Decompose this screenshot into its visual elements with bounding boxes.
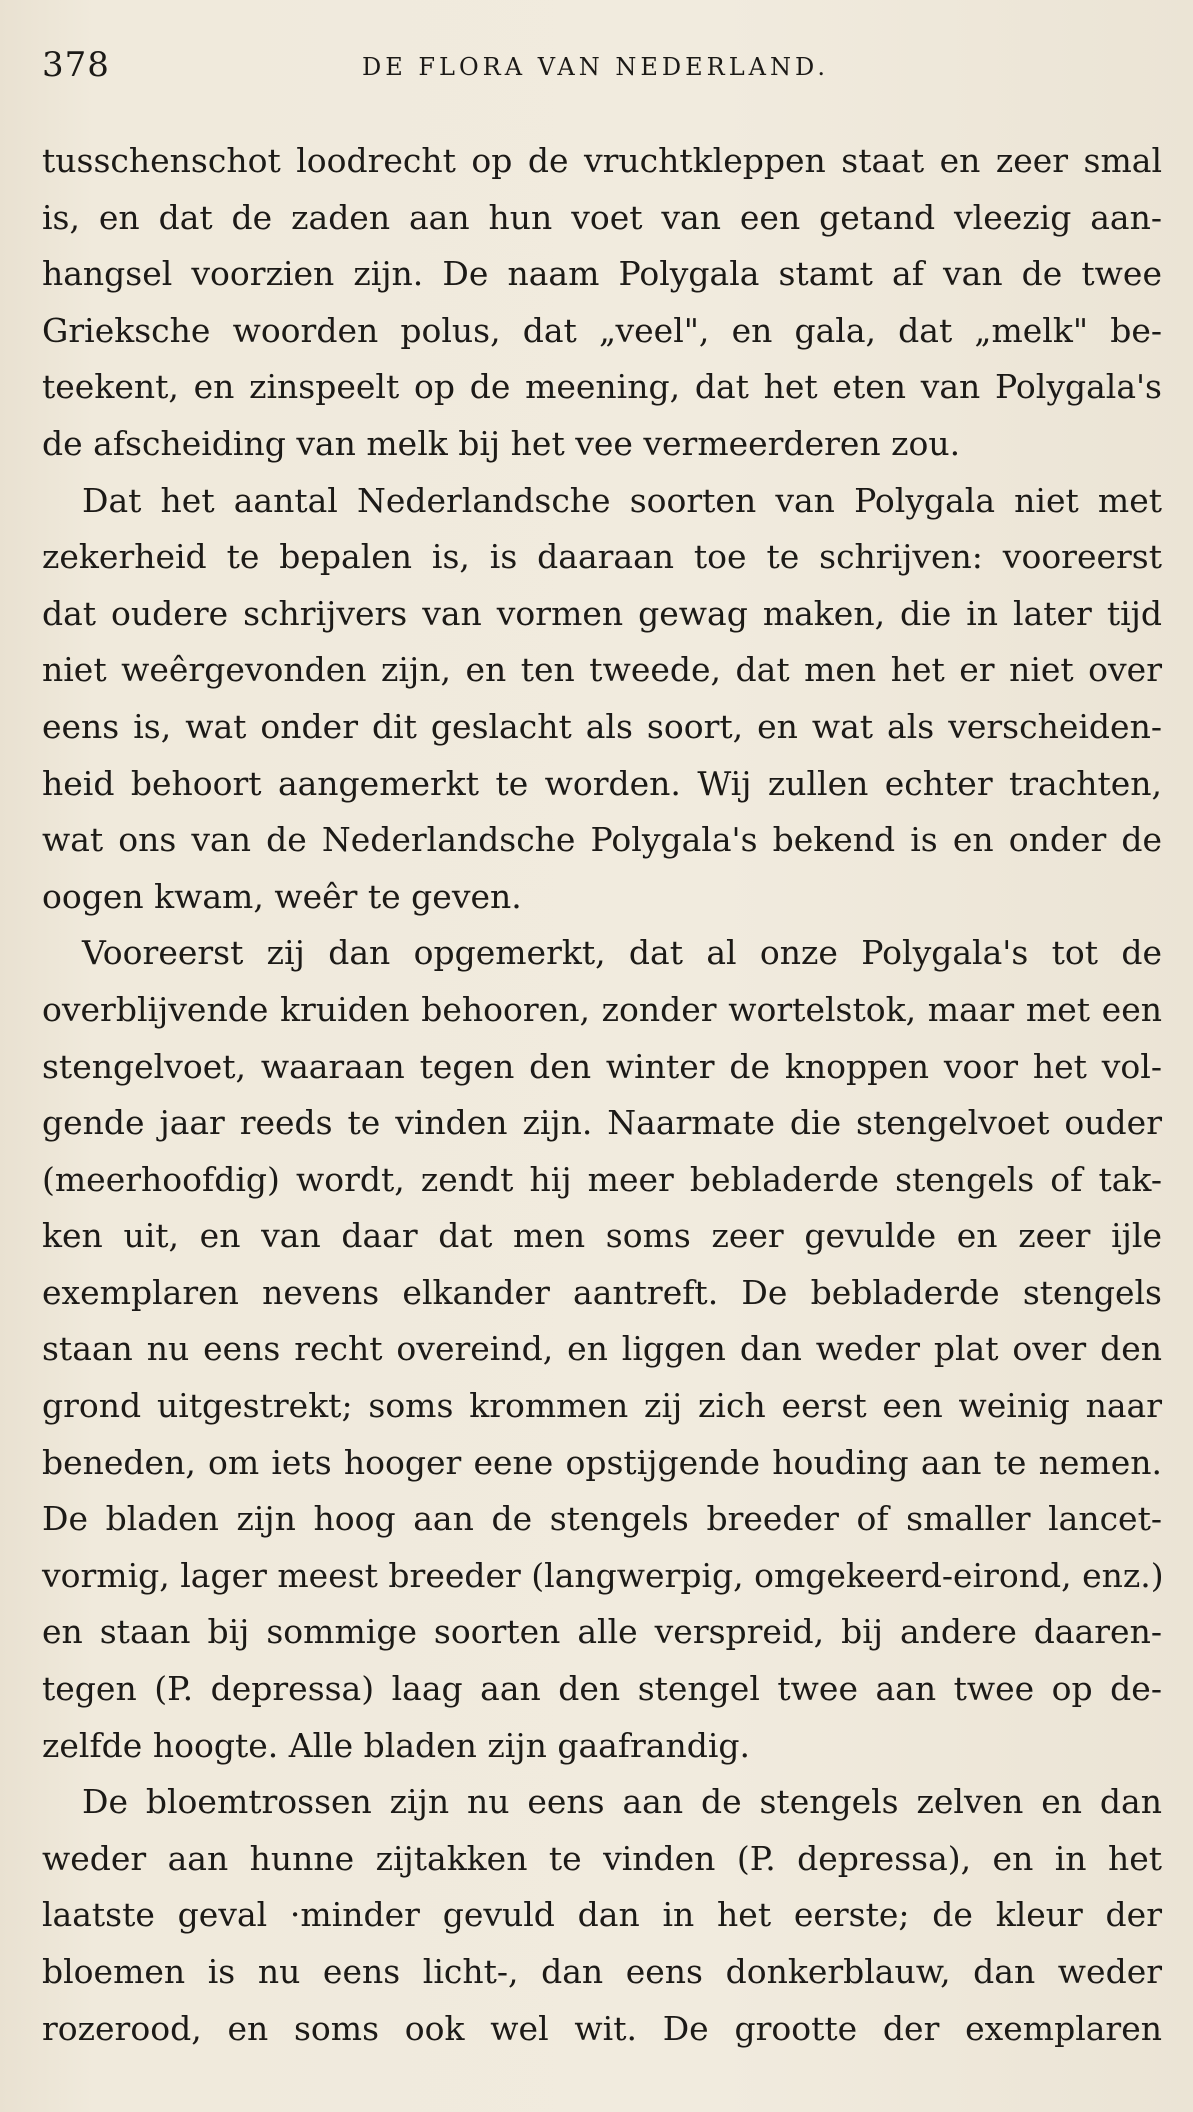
running-head: DE FLORA VAN NEDERLAND. [362, 53, 829, 81]
text-line: overblijvende kruiden behooren, zonder wortelstok, maar met een [42, 989, 1162, 1029]
text-line: niet weêrgevonden zijn, en ten tweede, dat men het er niet over [42, 650, 1162, 690]
text-line: heid behoort aangemerkt te worden. Wij zullen echter trachten, [42, 763, 1162, 803]
text-line: grond uitgestrekt; soms krommen zij zich eerst een weinig naar [42, 1386, 1162, 1426]
text-line: exemplaren nevens elkander aantreft. De bebladerde stengels [42, 1272, 1162, 1312]
text-line: gende jaar reeds te vinden zijn. Naarmate die stengelvoet ouder [42, 1103, 1162, 1143]
page-body [42, 133, 1162, 2057]
text-line: De bladen zijn hoog aan de stengels breeder of smaller lancet- [42, 1499, 1162, 1539]
text-line: dat oudere schrijvers van vormen gewag maken, die in later tijd [42, 593, 1162, 633]
text-line: Vooreerst zij dan opgemerkt, dat al onze Polygala's tot de [82, 933, 1162, 973]
page-number: 378 [42, 45, 110, 85]
text-line: De bloemtrossen zijn nu eens aan de stengels zelven en dan [82, 1782, 1162, 1822]
text-line: Dat het aantal Nederlandsche soorten van Polygala niet met [82, 480, 1162, 520]
text-line: de afscheiding van melk bij het vee vermeerderen zou. [42, 423, 961, 463]
text-line: beneden, om iets hooger eene opstijgende houding aan te nemen. [42, 1442, 1162, 1482]
text-line: stengelvoet, waaraan tegen den winter de knoppen voor het vol- [42, 1046, 1162, 1086]
text-line: bloemen is nu eens licht-, dan eens donkerblauw, dan weder [42, 1952, 1162, 1991]
text-line: (meerhoofdig) wordt, zendt hij meer bebladerde stengels of tak- [42, 1159, 1162, 1199]
text-line: eens is, wat onder dit geslacht als soort, en wat als verscheiden- [42, 706, 1162, 746]
text-line: laatste geval ·minder gevuld dan in het eerste; de kleur der [42, 1895, 1162, 1935]
paragraph-1 [42, 133, 1162, 473]
text-line: vormig, lager meest breeder (langwerpig, omgekeerd-eirond, enz.) [42, 1555, 1164, 1595]
text-line: en staan bij sommige soorten alle verspreid, bij andere daaren- [42, 1612, 1162, 1652]
text-line: zelfde hoogte. Alle bladen zijn gaafrandig. [42, 1725, 751, 1765]
text-line: staan nu eens recht overeind, en liggen dan weder plat over den [42, 1329, 1162, 1369]
text-line: rozerood, en soms ook wel wit. De grootte der exemplaren [42, 2008, 1162, 2048]
text-line: wat ons van de Nederlandsche Polygala's bekend is en onder de [42, 820, 1162, 860]
page-header [42, 45, 1162, 90]
text-line: tusschenschot loodrecht op de vruchtkleppen staat en zeer smal [42, 141, 1162, 180]
text-line: ken uit, en van daar dat men soms zeer gevulde en zeer ijle [42, 1216, 1162, 1256]
text-line: is, en dat de zaden aan hun voet van een getand vleezig aan- [42, 197, 1162, 237]
text-line: teekent, en zinspeelt op de meening, dat het eten van Polygala's [42, 367, 1162, 407]
text-line: oogen kwam, weêr te geven. [42, 876, 522, 916]
text-line: tegen (P. depressa) laag aan den stengel twee aan twee op de- [42, 1669, 1162, 1709]
paragraph-2 [42, 473, 1162, 926]
paragraph-4 [42, 1774, 1162, 2057]
text-line: weder aan hunne zijtakken te vinden (P. depressa), en in het [42, 1838, 1162, 1878]
text-line: zekerheid te bepalen is, is daaraan toe te schrijven: vooreerst [42, 537, 1162, 577]
text-line: Grieksche woorden polus, dat „veel", en gala, dat „melk" be- [42, 310, 1162, 350]
text-line: hangsel voorzien zijn. De naam Polygala stamt af van de twee [42, 254, 1162, 294]
paragraph-3 [42, 925, 1162, 1774]
